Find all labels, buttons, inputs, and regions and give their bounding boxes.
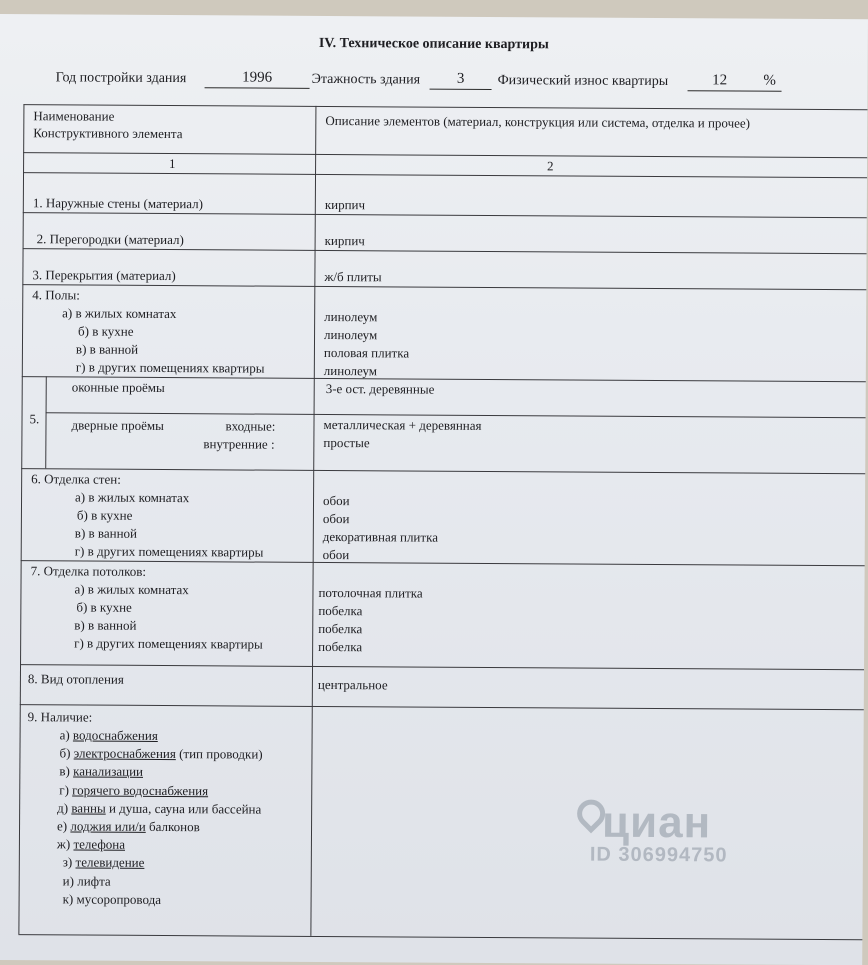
availability-item-text: (тип проводки) (175, 746, 263, 762)
row-flooring-item: в) в ванной (75, 341, 139, 357)
availability-item-underlined: горячего водоснабжения (72, 782, 209, 798)
availability-item-text: мусоропровода (76, 891, 162, 907)
row-floors-slab-label: 3. Перекрытия (материал) (32, 267, 176, 284)
availability-item (59, 781, 208, 799)
availability-item-prefix: а) (59, 727, 74, 743)
row-walls-finish-value: обои (322, 492, 350, 509)
row-doors-inner-value: простые (323, 434, 370, 451)
row-walls-finish-value: обои (322, 510, 350, 527)
row-ceiling-finish-value: побелка (318, 602, 363, 619)
document-page (0, 14, 868, 965)
availability-item-underlined: канализации (73, 763, 144, 780)
row-flooring-value: линолеум (323, 362, 378, 379)
row-walls-finish-item: г) в других помещениях квартиры (74, 543, 264, 560)
row-partitions-value: кирпич (324, 232, 365, 249)
row-outer-walls-value: кирпич (324, 196, 366, 213)
table-divider (23, 152, 867, 158)
row-availability-label: 9. Наличие: (27, 709, 93, 725)
row-walls-finish-value: декоративная плитка (322, 528, 439, 545)
availability-item-prefix: е) (56, 818, 71, 834)
row-ceiling-finish-item: в) в ванной (74, 617, 137, 633)
row-heating-label: 8. Вид отопления (27, 671, 124, 687)
table-divider (23, 172, 867, 178)
watermark-logo: циан (601, 797, 712, 848)
table-border-top (23, 104, 867, 110)
availability-item-underlined: электроснабжения (73, 745, 176, 762)
row-flooring-value: линолеум (324, 326, 378, 343)
watermark-id: ID 306994750 (589, 843, 728, 867)
availability-item-prefix: г) (59, 781, 73, 798)
row-flooring-label: 4. Полы: (32, 287, 80, 303)
availability-item-prefix: в) (59, 763, 74, 779)
document-title: IV. Техническое описание квартиры (318, 35, 549, 53)
availability-item-prefix: д) (57, 800, 72, 816)
year-value: 1996 (242, 69, 273, 86)
table-divider (23, 248, 867, 254)
availability-item (63, 854, 145, 871)
table-divider (22, 284, 866, 290)
floors-value: 3 (456, 70, 465, 87)
availability-item-underlined: лоджия или/и (70, 818, 146, 834)
row-openings-number: 5. (29, 411, 40, 427)
table-border-left (18, 104, 24, 934)
row-ceiling-finish-item: а) в жилых комнатах (74, 581, 189, 598)
row-windows-value: 3-е ост. деревянные (325, 380, 435, 397)
table-subcolumn-divider (45, 376, 47, 468)
row-walls-finish-value: обои (322, 546, 350, 563)
row-ceiling-finish-value: потолочная плитка (318, 584, 423, 601)
table-divider (21, 468, 865, 474)
watermark (560, 797, 728, 867)
year-underline (205, 87, 310, 89)
availability-item (59, 745, 262, 763)
wear-label: Физический износ квартиры (497, 73, 669, 90)
availability-item (63, 872, 111, 889)
row-outer-walls-label: 1. Наружные стены (материал) (32, 195, 204, 212)
col1-header-line2: Конструктивного элемента (33, 125, 183, 142)
row-partitions-label: 2. Перегородки (материал) (36, 231, 184, 248)
availability-item-prefix: з) (62, 854, 76, 870)
row-flooring-item: г) в других помещениях квартиры (75, 359, 265, 376)
row-doors-outer-value: металлическая + деревянная (323, 416, 482, 433)
col2-number: 2 (547, 158, 554, 174)
availability-item-text: и душа, сауна или бассейна (105, 800, 262, 817)
row-ceiling-finish-value: побелка (318, 638, 363, 655)
table-divider (21, 560, 865, 566)
table-border-bottom (18, 934, 862, 940)
row-flooring-value: линолеум (324, 308, 378, 325)
col2-header: Описание элементов (материал, конструкция или система, отделка и прочее) (325, 112, 751, 131)
wear-underline (688, 90, 782, 92)
floors-underline (430, 89, 492, 90)
availability-item (60, 726, 158, 744)
row-flooring-item: а) в жилых комнатах (62, 305, 177, 322)
row-flooring-value: половая плитка (323, 344, 410, 361)
table-column-divider (310, 106, 316, 936)
col1-header-line1: Наименование (33, 108, 115, 124)
availability-item-underlined: телевидение (75, 854, 145, 871)
availability-item (57, 799, 261, 817)
table-divider (20, 704, 864, 710)
availability-item-prefix: ж) (56, 836, 74, 852)
row-ceiling-finish-label: 7. Отделка потолков: (30, 563, 147, 579)
row-walls-finish-item: а) в жилых комнатах (75, 489, 190, 506)
wear-value: 12 (712, 72, 728, 89)
row-flooring-item: б) в кухне (78, 323, 134, 339)
availability-item-prefix: к) (62, 891, 77, 907)
availability-item (63, 890, 162, 908)
row-ceiling-finish-item: б) в кухне (76, 599, 132, 615)
row-doors-outer-label: входные: (225, 418, 276, 434)
row-windows-label: оконные проёмы (71, 379, 165, 396)
row-floors-slab-value: ж/б плиты (324, 268, 382, 285)
availability-item-prefix: б) (59, 745, 74, 761)
row-walls-finish-item: б) в кухне (76, 507, 133, 523)
row-ceiling-finish-value: побелка (318, 620, 363, 637)
row-walls-finish-item: в) в ванной (74, 525, 138, 541)
row-doors-inner-label: внутренние : (203, 436, 275, 452)
row-ceiling-finish-item: г) в других помещениях квартиры (74, 635, 263, 652)
availability-item (59, 763, 143, 781)
availability-item (57, 817, 200, 835)
availability-item-text: балконов (145, 818, 200, 835)
availability-item-prefix: и) (62, 872, 78, 889)
availability-item-underlined: ванны (71, 800, 106, 816)
availability-item-underlined: телефона (73, 836, 126, 852)
availability-item-underlined: водоснабжения (72, 727, 158, 743)
wear-unit: % (763, 72, 776, 89)
row-heating-value: центральное (317, 676, 388, 693)
availability-item-text: лифта (77, 873, 111, 889)
year-label: Год постройки здания (55, 70, 187, 87)
row-walls-finish-label: 6. Отделка стен: (31, 471, 121, 487)
availability-item (57, 836, 125, 853)
floors-label: Этажность здания (311, 71, 421, 88)
table-divider (23, 212, 867, 218)
table-divider (20, 664, 864, 670)
col1-number: 1 (169, 156, 176, 172)
row-doors-label: дверные проёмы (71, 417, 164, 434)
